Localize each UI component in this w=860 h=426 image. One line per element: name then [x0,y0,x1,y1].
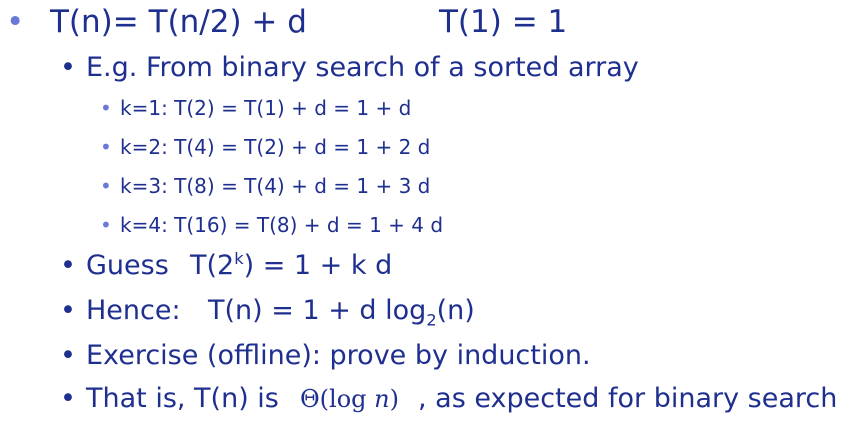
step-line [100,174,600,202]
bullet-icon: • [60,383,76,414]
hence-label: Hence: [86,295,181,326]
theta-expression [300,385,399,413]
conclusion-suffix: , as expected for binary search [418,383,838,414]
exercise-text: Exercise (offline): prove by induction. [86,340,591,371]
hence-subscript: 2 [426,310,437,330]
example-line [60,52,720,88]
bullet-icon: • [100,174,112,198]
example-text: E.g. From binary search of a sorted array [86,52,639,83]
guess-label: Guess [86,250,169,281]
exercise-line [60,340,680,376]
guess-suffix: ) = 1 + k d [243,250,393,281]
step-line [100,135,600,163]
guess-formula [190,250,392,281]
step-text: k=1: T(2) = T(1) + d = 1 + d [120,96,412,120]
bullet-icon: • [60,52,76,83]
conclusion-prefix: That is, T(n) is [86,383,279,414]
step-text: k=2: T(4) = T(2) + d = 1 + 2 d [120,135,431,159]
bullet-icon: • [6,4,25,40]
hence-line [60,295,580,331]
bullet-icon: • [100,135,112,159]
base-case-text: T(1) = 1 [439,4,568,40]
theta-prefix: Θ(log [300,385,367,413]
hence-prefix: T(n) = 1 + d log [208,295,427,326]
step-line [100,213,600,241]
step-text: k=4: T(16) = T(8) + d = 1 + 4 d [120,213,444,237]
bullet-icon: • [60,340,76,371]
guess-line [60,250,560,286]
bullet-icon: • [100,213,112,237]
step-text: k=3: T(8) = T(4) + d = 1 + 3 d [120,174,431,198]
guess-exponent: k [234,249,244,268]
theta-close: ) [389,385,400,413]
guess-prefix: T(2 [190,250,235,281]
conclusion-line [60,383,850,419]
bullet-icon: • [100,96,112,120]
recurrence-line [6,4,606,44]
recurrence-text: T(n)= T(n/2) + d [50,4,307,40]
step-line [100,96,600,124]
theta-variable: n [374,385,390,413]
bullet-icon: • [60,250,76,281]
hence-formula [208,295,475,330]
hence-suffix: (n) [436,295,475,326]
bullet-icon: • [60,295,76,326]
